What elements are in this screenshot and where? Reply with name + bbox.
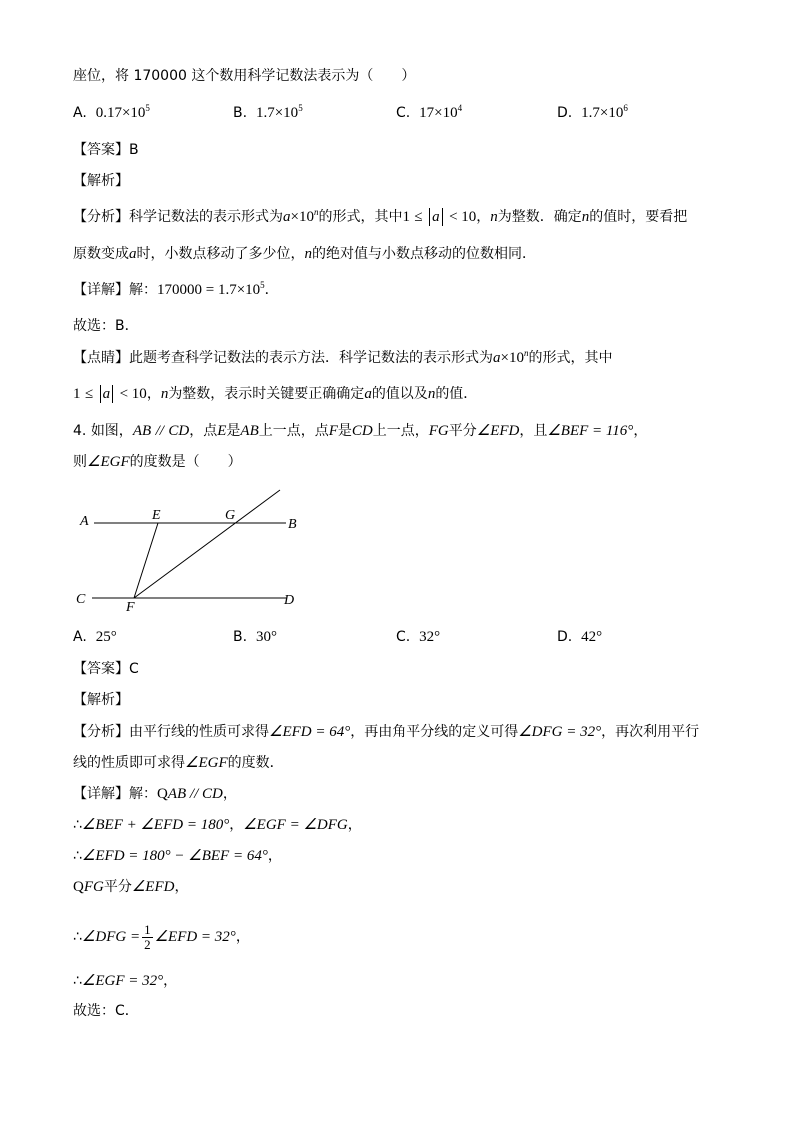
label-f: F	[126, 600, 135, 615]
q4-fenxi-line2: 线的性质即可求得∠EGF的度数．	[73, 755, 284, 771]
fraction-half: $\frac{1}{2}$	[144, 921, 151, 952]
label-e: E	[152, 508, 161, 523]
q4-detail-line4: QFG平分∠EFD，	[73, 879, 189, 895]
q4-stem-line1: 4. 如图，AB // CD，点E是AB上一点，点F是CD上一点，FG平分∠EFD，且∠BEF = 116°，	[73, 423, 648, 439]
label-g: G	[225, 508, 236, 523]
q4-detail-line1: 【详解】解：QAB // CD，	[73, 786, 237, 802]
q3-stem: 座位，将 170000 这个数用科学记数法表示为（ ）	[73, 68, 416, 84]
q4-detail-line2: ∴∠BEF + ∠EFD = 180°，∠EGF = ∠DFG，	[73, 817, 362, 833]
q4-answer: 【答案】C	[73, 661, 139, 677]
label-c: C	[76, 592, 86, 607]
ray-fg	[134, 490, 280, 598]
label-d: D	[284, 593, 295, 608]
q4-choose: 故选：C．	[73, 1003, 139, 1019]
q3-option-b: B. $1.7\times 10^5$	[233, 103, 303, 121]
q4-option-b: B. 30°	[233, 629, 277, 645]
q3-answer: 【答案】B	[73, 142, 139, 158]
q4-detail-line3: ∴∠EFD = 180° − ∠BEF = 64°，	[73, 848, 282, 864]
q3-fenxi-line1: 【分析】科学记数法的表示形式为$a\times 10^n$的形式，其中1 ≤ a < 10，n为整数．确定n的值时，要看把	[73, 207, 688, 225]
label-b: B	[288, 517, 297, 532]
label-a: A	[80, 514, 89, 529]
q4-option-a: A. 25°	[73, 629, 117, 645]
segment-ef	[134, 523, 158, 598]
q4-detail-line6: ∴∠EGF = 32°，	[73, 973, 178, 989]
q3-analysis-tag: 【解析】	[73, 173, 129, 189]
q3-option-a: A. $0.17\times 10^5$	[73, 103, 150, 121]
q4-detail-line5: ∴∠DFG = $\frac{1}{2}$ ∠EFD = 32°，	[73, 921, 250, 952]
q4-figure	[70, 483, 310, 618]
q3-option-d: D. $1.7\times 10^6$	[557, 103, 628, 121]
q4-analysis-tag: 【解析】	[73, 692, 129, 708]
q3-review-line1: 【点睛】此题考查科学记数法的表示方法．科学记数法的表示形式为$a\times 10^n$的形式，其中	[73, 348, 613, 366]
q3-choose: 故选：B．	[73, 318, 139, 334]
q4-fenxi-line1: 【分析】由平行线的性质可求得∠EFD = 64°，再由角平分线的定义可得∠DFG = 32°，再次利用平行	[73, 724, 700, 740]
q3-detail: 【详解】解：$170000 = 1.7\times 10^5$．	[73, 280, 279, 298]
q4-option-d: D. 42°	[557, 629, 603, 645]
q4-stem-line2: 则∠EGF的度数是（ ）	[73, 454, 242, 470]
q3-option-c: C. $17\times 10^4$	[396, 103, 463, 121]
q3-fenxi-line2: 原数变成a时，小数点移动了多少位，n的绝对值与小数点移动的位数相同．	[73, 246, 536, 262]
q3-review-line2: 1 ≤ a < 10，n为整数，表示时关键要正确确定a的值以及n的值．	[73, 386, 478, 402]
q4-option-c: C. 32°	[396, 629, 441, 645]
